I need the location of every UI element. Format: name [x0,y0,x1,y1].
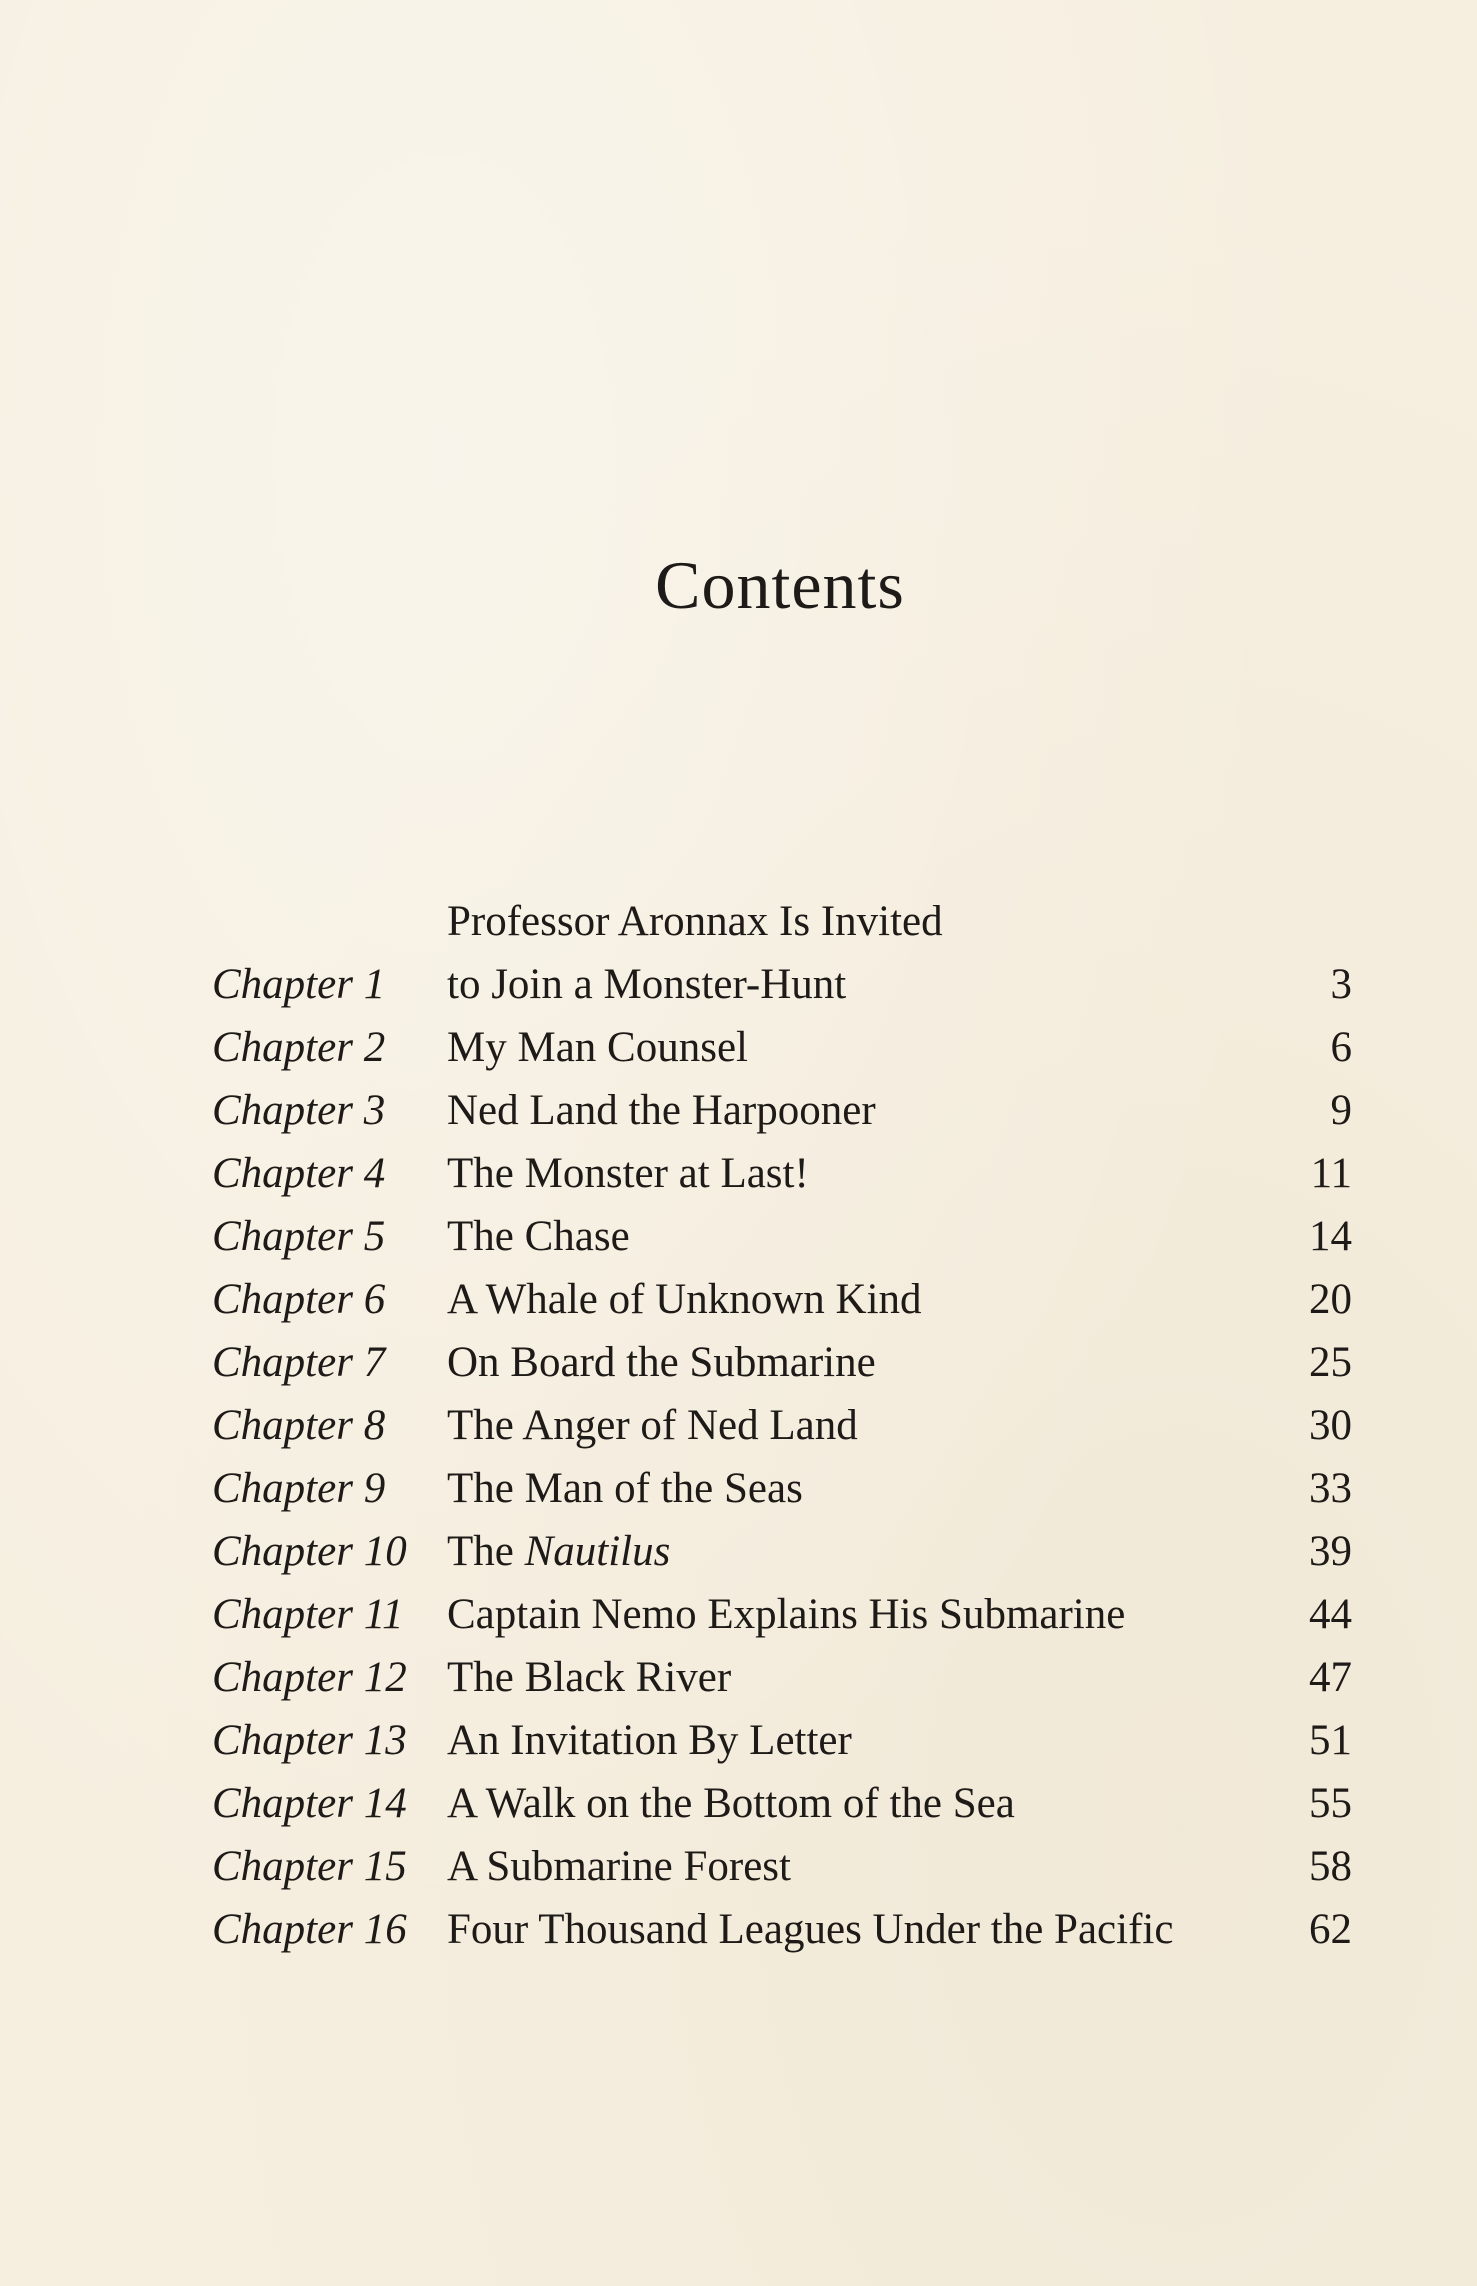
page-number: 14 [1309,1213,1352,1260]
chapter-title: Four Thousand Leagues Under the Pacific [447,1906,1174,1953]
chapter-title: Captain Nemo Explains His Submarine [447,1591,1126,1638]
toc-entry-chapter-1[interactable] [212,890,1352,1016]
chapter-title: On Board the Submarine [447,1339,876,1386]
chapter-title: A Whale of Unknown Kind [447,1276,922,1323]
toc-entry-chapter-5[interactable] [212,1205,1352,1268]
page-number: 39 [1309,1528,1352,1575]
toc-entry-chapter-10[interactable] [212,1520,1352,1583]
toc-entry-chapter-3[interactable] [212,1079,1352,1142]
chapter-title: The Man of the Seas [447,1465,803,1512]
chapter-label: Chapter 15 [212,1843,407,1890]
toc-entry-chapter-2[interactable] [212,1016,1352,1079]
toc-entry-chapter-14[interactable] [212,1772,1352,1835]
page-number: 58 [1309,1843,1352,1890]
chapter-title: A Submarine Forest [447,1843,791,1890]
toc-entry-chapter-15[interactable] [212,1835,1352,1898]
chapter-title-prefix: The [447,1528,514,1575]
chapter-title [447,1520,1262,1583]
chapter-label: Chapter 6 [212,1276,386,1323]
toc-entry-chapter-7[interactable] [212,1331,1352,1394]
page-number: 51 [1309,1717,1352,1764]
table-of-contents [212,890,1352,1961]
page-number: 33 [1309,1465,1352,1512]
page-number: 3 [1330,961,1352,1008]
chapter-label: Chapter 16 [212,1906,407,1953]
chapter-title [447,890,1262,1016]
toc-entry-chapter-9[interactable] [212,1457,1352,1520]
chapter-title: The Chase [447,1213,630,1260]
chapter-title: The Monster at Last! [447,1150,809,1197]
page-number: 9 [1330,1087,1352,1134]
chapter-title: The Black River [447,1654,732,1701]
toc-entry-chapter-16[interactable] [212,1898,1352,1961]
chapter-label: Chapter 14 [212,1780,407,1827]
page-number: 47 [1309,1654,1352,1701]
chapter-label: Chapter 5 [212,1213,386,1260]
chapter-label: Chapter 10 [212,1528,407,1575]
chapter-label: Chapter 1 [212,961,386,1008]
chapter-title-italic: Nautilus [524,1528,671,1575]
chapter-label: Chapter 7 [212,1339,386,1386]
chapter-title: An Invitation By Letter [447,1717,852,1764]
page-number: 11 [1310,1150,1352,1197]
chapter-label: Chapter 8 [212,1402,386,1449]
chapter-title-line: to Join a Monster-Hunt [447,961,847,1008]
page-number: 44 [1309,1591,1352,1638]
chapter-title-line: Professor Aronnax Is Invited [447,898,943,945]
chapter-title: Ned Land the Harpooner [447,1087,876,1134]
toc-entry-chapter-4[interactable] [212,1142,1352,1205]
chapter-title: A Walk on the Bottom of the Sea [447,1780,1015,1827]
contents-heading: Contents [655,547,905,623]
chapter-label: Chapter 3 [212,1087,386,1134]
chapter-label: Chapter 12 [212,1654,407,1701]
chapter-label: Chapter 9 [212,1465,386,1512]
page-number: 6 [1330,1024,1352,1071]
toc-entry-chapter-11[interactable] [212,1583,1352,1646]
page-number: 30 [1309,1402,1352,1449]
chapter-label: Chapter 4 [212,1150,386,1197]
page-number: 20 [1309,1276,1352,1323]
page-number: 55 [1309,1780,1352,1827]
toc-entry-chapter-13[interactable] [212,1709,1352,1772]
chapter-label: Chapter 2 [212,1024,386,1071]
chapter-label: Chapter 13 [212,1717,407,1764]
chapter-title: The Anger of Ned Land [447,1402,858,1449]
chapter-title: My Man Counsel [447,1024,748,1071]
page-number: 25 [1309,1339,1352,1386]
toc-entry-chapter-6[interactable] [212,1268,1352,1331]
toc-entry-chapter-12[interactable] [212,1646,1352,1709]
page-number: 62 [1309,1906,1352,1953]
toc-entry-chapter-8[interactable] [212,1394,1352,1457]
chapter-label: Chapter 11 [212,1591,404,1638]
